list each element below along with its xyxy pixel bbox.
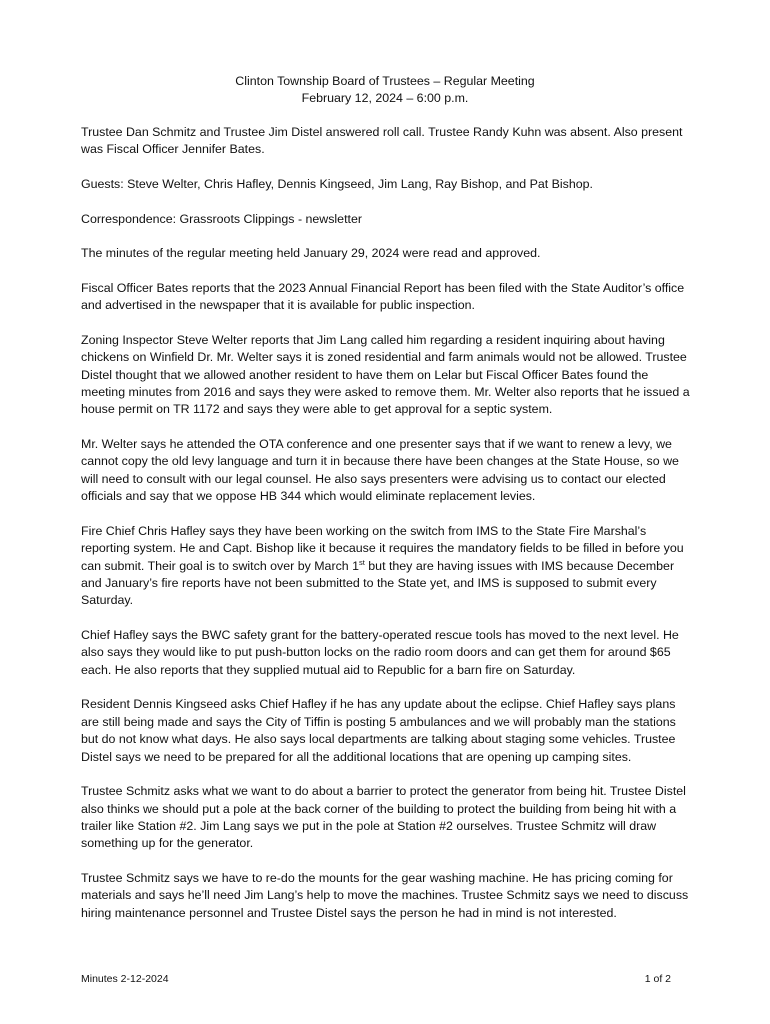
paragraph-eclipse: Resident Dennis Kingseed asks Chief Hafley if he has any update about the eclipse. Chief Hafley says plans are still being made and says the City of Tiffin is posting 5 ambulances and we will probably man the stations but do not know what days. He also says local departments are talking about staging some vehicles. Trustee Distel says we need to be prepared for all the additional locations that are opening up camping sites. <box>81 697 676 764</box>
paragraph-correspondence: Correspondence: Grassroots Clippings - newsletter <box>81 211 362 226</box>
paragraph-minutes-approval: The minutes of the regular meeting held January 29, 2024 were read and approved. <box>81 246 541 261</box>
document-header <box>0 73 770 108</box>
paragraph-roll-call: Trustee Dan Schmitz and Trustee Jim Distel answered roll call. Trustee Randy Kuhn was absent. Also present was Fiscal Officer Jennifer Bates. <box>81 125 683 157</box>
document-title: Clinton Township Board of Trustees – Regular Meeting <box>235 74 535 88</box>
document-body <box>81 124 693 939</box>
paragraph-gear-washer: Trustee Schmitz says we have to re-do the mounts for the gear washing machine. He has pricing coming for materials and says he’ll need Jim Lang’s help to move the machines. Trustee Schmitz says we need to discuss hiring maintenance personnel and Trustee Distel says the person he had in mind is not interested. <box>81 871 689 920</box>
ordinal-superscript: st <box>359 557 365 567</box>
paragraph-zoning: Zoning Inspector Steve Welter reports that Jim Lang called him regarding a resident inquiring about having chickens on Winfield Dr. Mr. Welter says it is zoned residential and farm animals would not be allowed. Trustee Distel thought that we allowed another resident to have them on Lelar but Fiscal Officer Bates found the meeting minutes from 2016 and says they were asked to remove them. Mr. Welter also reports that he issued a house permit on TR 1172 and says they were able to get approval for a septic system. <box>81 332 690 417</box>
paragraph-guests: Guests: Steve Welter, Chris Hafley, Dennis Kingseed, Jim Lang, Ray Bishop, and Pat Bishop. <box>81 177 593 191</box>
fire-report-text-start: Fire Chief Chris Hafley says they have been working on the switch from IMS to the State Fire Marshal’s reporting system. He and Capt. Bishop like it because it requires the mandatory fields to be filled in before you can submit. Their goal is to switch over by March 1 <box>81 523 684 573</box>
footer-document-label: Minutes 2-12-2024 <box>81 973 169 985</box>
paragraph-financial-report: Fiscal Officer Bates reports that the 2023 Annual Financial Report has been filed with the State Auditor’s office and advertised in the newspaper that it is available for public inspection. <box>81 280 685 313</box>
paragraph-bwc-grant: Chief Hafley says the BWC safety grant for the battery-operated rescue tools has moved to the next level. He also says they would like to put push-button locks on the radio room doors and can get them for around $65 each. He also reports that they supplied mutual aid to Republic for a barn fire on Saturday. <box>81 628 679 677</box>
paragraph-generator-barrier: Trustee Schmitz asks what we want to do about a barrier to protect the generator from being hit. Trustee Distel also thinks we should put a pole at the back corner of the building to protect the building from being hit with a trailer like Station #2. Jim Lang says we put in the pole at Station #2 ourselves. Trustee Schmitz will draw something up for the generator. <box>81 784 686 851</box>
paragraph-fire-reporting <box>81 523 693 610</box>
paragraph-ota-conference: Mr. Welter says he attended the OTA conference and one presenter says that if we want to renew a levy, we cannot copy the old levy language and turn it in because there have been changes at the State House, so we will need to consult with our legal counsel. He also says presenters were advising us to contact our elected officials and say that we oppose HB 344 which would eliminate replacement levies. <box>81 437 679 504</box>
fire-report-text-end: but they are having issues with IMS because December and January’s fire reports have not been submitted to the State yet, and IMS is supposed to submit every Saturday. <box>81 558 675 608</box>
page-number: 1 of 2 <box>644 973 671 985</box>
meeting-date: February 12, 2024 – 6:00 p.m. <box>301 91 469 106</box>
